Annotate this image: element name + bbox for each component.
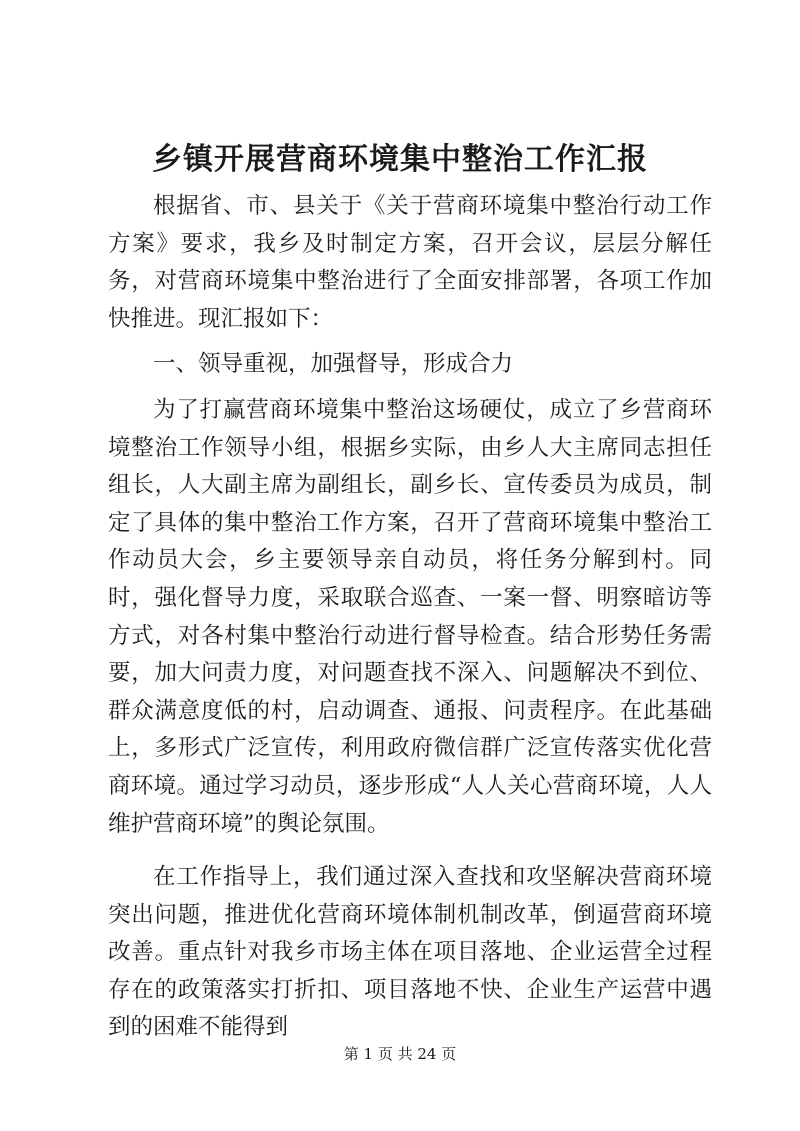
section-paragraph: 为了打赢营商环境集中整治这场硬仗，成立了乡营商环境整治工作领导小组，根据乡实际，由乡人大主席同志担任组长，人大副主席为副组长，副乡长、宣传委员为成员，制定了具体的集中整治工作方案，召开了营商环境集中整治工作动员大会，乡主要领导亲自动员，将任务分解到村。同时，强化督导力度，采取联合巡查、一案一督、明察暗访等方式，对各村集中整治行动进行督导检查。结合形势任务需要，加大问责力度，对问题查找不深入、问题解决不到位、群众满意度低的村，启动调查、通报、问责程序。在此基础上，多形式广泛宣传，利用政府微信群广泛宣传落实优化营商环境。通过学习动员，逐步形成“人人关心营商环境，人人维护营商环境”的舆论氛围。	[108, 396, 712, 837]
intro-paragraph: 根据省、市、县关于《关于营商环境集中整治行动工作方案》要求，我乡及时制定方案，召开会议，层层分解任务，对营商环境集中整治进行了全面安排部署，各项工作加快推进。现汇报如下：	[108, 193, 712, 332]
document-title: 乡镇开展营商环境集中整治工作汇报	[152, 142, 648, 177]
document-body	[108, 188, 712, 1047]
work-guidance-paragraph: 在工作指导上，我们通过深入查找和攻坚解决营商环境突出问题，推进优化营商环境体制机制改革，倒逼营商环境改善。重点针对我乡市场主体在项目落地、企业运营全过程存在的政策落实打折扣、项目落地不快、企业生产运营中遇到的困难不能得到	[108, 864, 712, 1041]
section-heading: 一、领导重视，加强督导，形成合力	[153, 351, 514, 378]
page-number-footer: 第 1 页 共 24 页	[343, 1045, 457, 1063]
